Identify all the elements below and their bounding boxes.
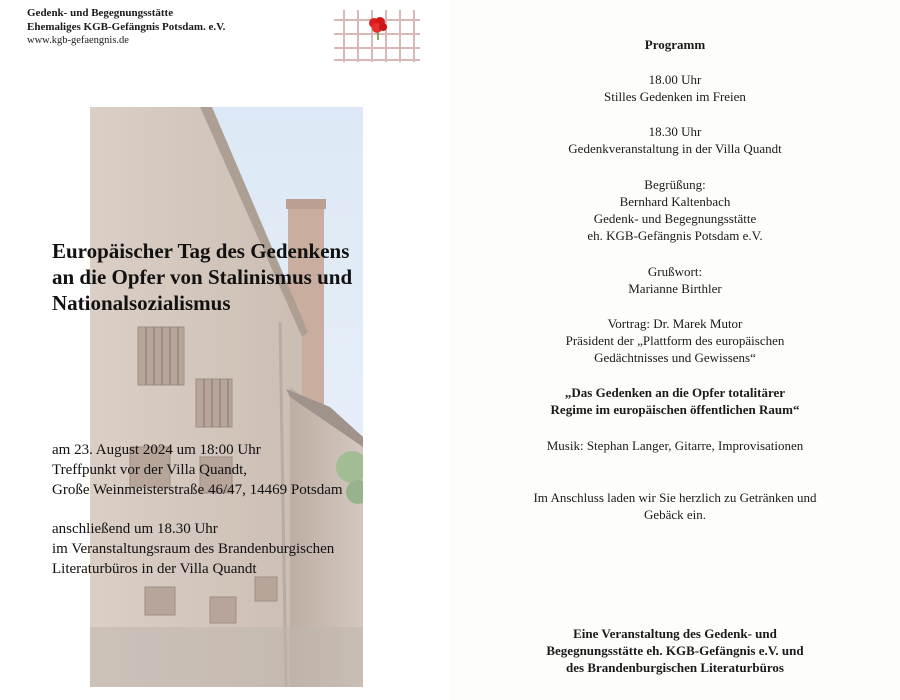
program-item-2 bbox=[450, 123, 900, 157]
organizer-line2: Begegnungsstätte eh. KGB-Gefängnis e.V. und bbox=[546, 643, 804, 658]
organization-header bbox=[27, 6, 225, 48]
welcome-speaker: Bernhard Kaltenbach bbox=[619, 194, 731, 209]
welcome-label: Begrüßung: bbox=[644, 177, 706, 192]
event-meeting-point: Treffpunkt vor der Villa Quandt, bbox=[52, 462, 248, 478]
program-greeting bbox=[450, 263, 900, 297]
organizer-line1: Eine Veranstaltung des Gedenk- und bbox=[573, 626, 777, 641]
lecture-role-line1: Präsident der „Plattform des europäischen bbox=[565, 333, 785, 348]
event-room-line2: Literaturbüros in der Villa Quandt bbox=[52, 561, 257, 577]
lecture-role-line2: Gedächtnisses und Gewissens“ bbox=[594, 350, 756, 365]
welcome-org-line2: eh. KGB-Gefängnis Potsdam e.V. bbox=[587, 228, 763, 243]
organizer-line3: des Brandenburgischen Literaturbüros bbox=[566, 660, 784, 675]
event-title bbox=[52, 238, 442, 316]
program-item-1-time: 18.00 Uhr bbox=[648, 72, 702, 87]
organizer-footer bbox=[450, 625, 900, 676]
invitation-line1: Im Anschluss laden wir Sie herzlich zu Getränken und bbox=[533, 490, 817, 505]
program-welcome bbox=[450, 176, 900, 244]
program-item-2-time: 18.30 Uhr bbox=[648, 124, 702, 139]
lecture-title-line2: Regime im europäischen öffentlichen Raum“ bbox=[550, 402, 800, 417]
org-website: www.kgb-gefaengnis.de bbox=[27, 35, 129, 46]
program-item-1-text: Stilles Gedenken im Freien bbox=[604, 89, 746, 104]
program-lecture bbox=[450, 315, 900, 366]
event-address: Große Weinmeisterstraße 46/47, 14469 Potsdam bbox=[52, 482, 343, 498]
program-item-2-text: Gedenkveranstaltung in der Villa Quandt bbox=[568, 141, 782, 156]
lecture-title bbox=[450, 384, 900, 418]
barred-window-logo-icon bbox=[334, 10, 420, 62]
program-invitation bbox=[450, 489, 900, 523]
event-room-line1: im Veranstaltungsraum des Brandenburgischen bbox=[52, 541, 335, 557]
program-music: Musik: Stephan Langer, Gitarre, Improvisationen bbox=[546, 438, 804, 453]
program-heading: Programm bbox=[644, 37, 706, 52]
org-name-line2: Ehemaliges KGB-Gefängnis Potsdam. e.V. bbox=[27, 21, 226, 33]
greeting-label: Grußwort: bbox=[647, 264, 703, 279]
event-date: am 23. August 2024 um 18:00 Uhr bbox=[52, 442, 261, 458]
lecture-title-line1: „Das Gedenken an die Opfer totalitärer bbox=[564, 385, 786, 400]
title-line3: Nationalsozialismus bbox=[52, 291, 231, 315]
program-page bbox=[450, 0, 900, 700]
greeting-speaker: Marianne Birthler bbox=[628, 281, 722, 296]
program-item-1 bbox=[450, 71, 900, 105]
prison-building-photo bbox=[90, 107, 363, 687]
welcome-org-line1: Gedenk- und Begegnungsstätte bbox=[593, 211, 757, 226]
org-name-line1: Gedenk- und Begegnungsstätte bbox=[27, 7, 174, 19]
title-line2: an die Opfer von Stalinismus und bbox=[52, 265, 353, 289]
lecture-speaker: Vortrag: Dr. Marek Mutor bbox=[607, 316, 743, 331]
event-followup-time: anschließend um 18.30 Uhr bbox=[52, 521, 218, 537]
title-line1: Europäischer Tag des Gedenkens bbox=[52, 239, 350, 263]
invitation-line2: Gebäck ein. bbox=[643, 507, 707, 522]
event-details bbox=[52, 440, 432, 579]
